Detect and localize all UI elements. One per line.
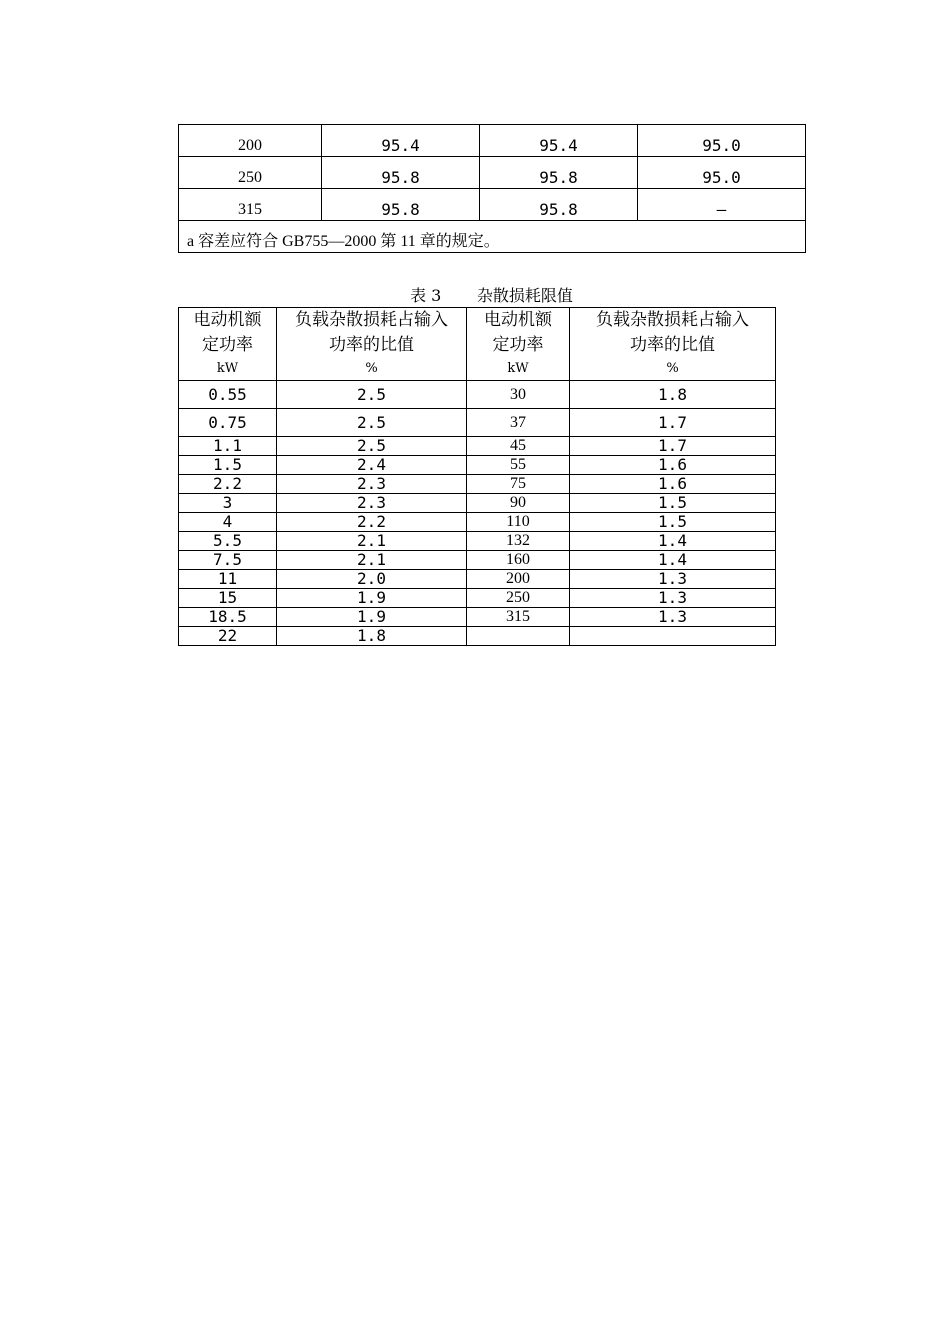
table-cell: 315: [467, 608, 570, 627]
table-cell: 90: [467, 494, 570, 513]
table-cell: [467, 627, 570, 646]
table-cell: 2.5: [277, 437, 467, 456]
table-cell: 55: [467, 456, 570, 475]
header-unit: %: [365, 361, 378, 376]
table-cell: 2.0: [277, 570, 467, 589]
table-cell: 4: [179, 513, 277, 532]
table-cell: 1.3: [570, 608, 776, 627]
table-cell: 95.4: [480, 125, 638, 157]
table-cell: 1.4: [570, 532, 776, 551]
table-row: [179, 189, 806, 221]
table-footnote: a 容差应符合 GB755—2000 第 11 章的规定。: [179, 221, 806, 253]
table-cell: 2.3: [277, 475, 467, 494]
table-cell: 18.5: [179, 608, 277, 627]
table-cell: 37: [467, 409, 570, 437]
table-cell: 2.2: [277, 513, 467, 532]
table-row: [179, 513, 776, 532]
table-note-row: [179, 221, 806, 253]
table-cell: 95.8: [322, 157, 480, 189]
table-row: [179, 551, 776, 570]
table-cell: 1.5: [570, 494, 776, 513]
header-unit: %: [666, 361, 679, 376]
table-row: [179, 475, 776, 494]
stray-loss-limit-table: [178, 307, 776, 646]
table3-header-row: [179, 308, 776, 381]
table-cell: 1.7: [570, 409, 776, 437]
table-row: [179, 437, 776, 456]
header-motor-power: 电动机额 定功率 kW: [179, 308, 277, 381]
table-row: [179, 627, 776, 646]
table-cell: 1.3: [570, 570, 776, 589]
table-cell: 1.4: [570, 551, 776, 570]
table-cell: 1.6: [570, 456, 776, 475]
table-row: [179, 494, 776, 513]
table-cell: 110: [467, 513, 570, 532]
table-cell: 95.8: [480, 157, 638, 189]
table-cell: 132: [467, 532, 570, 551]
table-row: [179, 381, 776, 409]
table-cell: 1.9: [277, 589, 467, 608]
table-cell: 1.9: [277, 608, 467, 627]
table-cell: 95.4: [322, 125, 480, 157]
table-cell: 250: [179, 157, 322, 189]
table-cell: 250: [467, 589, 570, 608]
table-cell: 30: [467, 381, 570, 409]
table3-caption: 表 3 杂散损耗限值: [410, 286, 573, 305]
table-cell: 2.5: [277, 409, 467, 437]
table-row: [179, 532, 776, 551]
table-cell: 2.1: [277, 551, 467, 570]
header-stray-loss-ratio: 负载杂散损耗占输入 功率的比值 %: [570, 308, 776, 381]
table-row: [179, 409, 776, 437]
table-cell: 75: [467, 475, 570, 494]
table-cell: 95.8: [322, 189, 480, 221]
table-row: [179, 125, 806, 157]
header-motor-power: 电动机额 定功率 kW: [467, 308, 570, 381]
table-cell: 0.55: [179, 381, 277, 409]
table-cell: 15: [179, 589, 277, 608]
table-cell: 22: [179, 627, 277, 646]
table-cell: 2.5: [277, 381, 467, 409]
table-row: [179, 570, 776, 589]
table-cell: 200: [467, 570, 570, 589]
table-cell: 2.4: [277, 456, 467, 475]
table-row: [179, 589, 776, 608]
table-row: [179, 608, 776, 627]
header-unit: kW: [507, 361, 529, 376]
efficiency-table-continuation: [178, 124, 806, 253]
table-cell: 1.5: [570, 513, 776, 532]
table-cell: [570, 627, 776, 646]
table-row: [179, 157, 806, 189]
table-cell: 2.1: [277, 532, 467, 551]
table-cell: 5.5: [179, 532, 277, 551]
table-cell: 0.75: [179, 409, 277, 437]
table-cell: 7.5: [179, 551, 277, 570]
table-cell: 1.7: [570, 437, 776, 456]
table-cell: 1.8: [570, 381, 776, 409]
table-cell: 1.5: [179, 456, 277, 475]
header-stray-loss-ratio: 负载杂散损耗占输入 功率的比值 %: [277, 308, 467, 381]
table-cell: 95.0: [638, 157, 806, 189]
table-cell: —: [638, 189, 806, 221]
table-cell: 11: [179, 570, 277, 589]
table-cell: 315: [179, 189, 322, 221]
table-cell: 95.0: [638, 125, 806, 157]
table-cell: 45: [467, 437, 570, 456]
table-row: [179, 456, 776, 475]
table-cell: 1.8: [277, 627, 467, 646]
table-cell: 2.3: [277, 494, 467, 513]
table-cell: 160: [467, 551, 570, 570]
table-cell: 1.6: [570, 475, 776, 494]
table-cell: 200: [179, 125, 322, 157]
header-unit: kW: [216, 361, 239, 376]
table-cell: 1.3: [570, 589, 776, 608]
table-cell: 1.1: [179, 437, 277, 456]
table-cell: 95.8: [480, 189, 638, 221]
table-cell: 2.2: [179, 475, 277, 494]
table-cell: 3: [179, 494, 277, 513]
